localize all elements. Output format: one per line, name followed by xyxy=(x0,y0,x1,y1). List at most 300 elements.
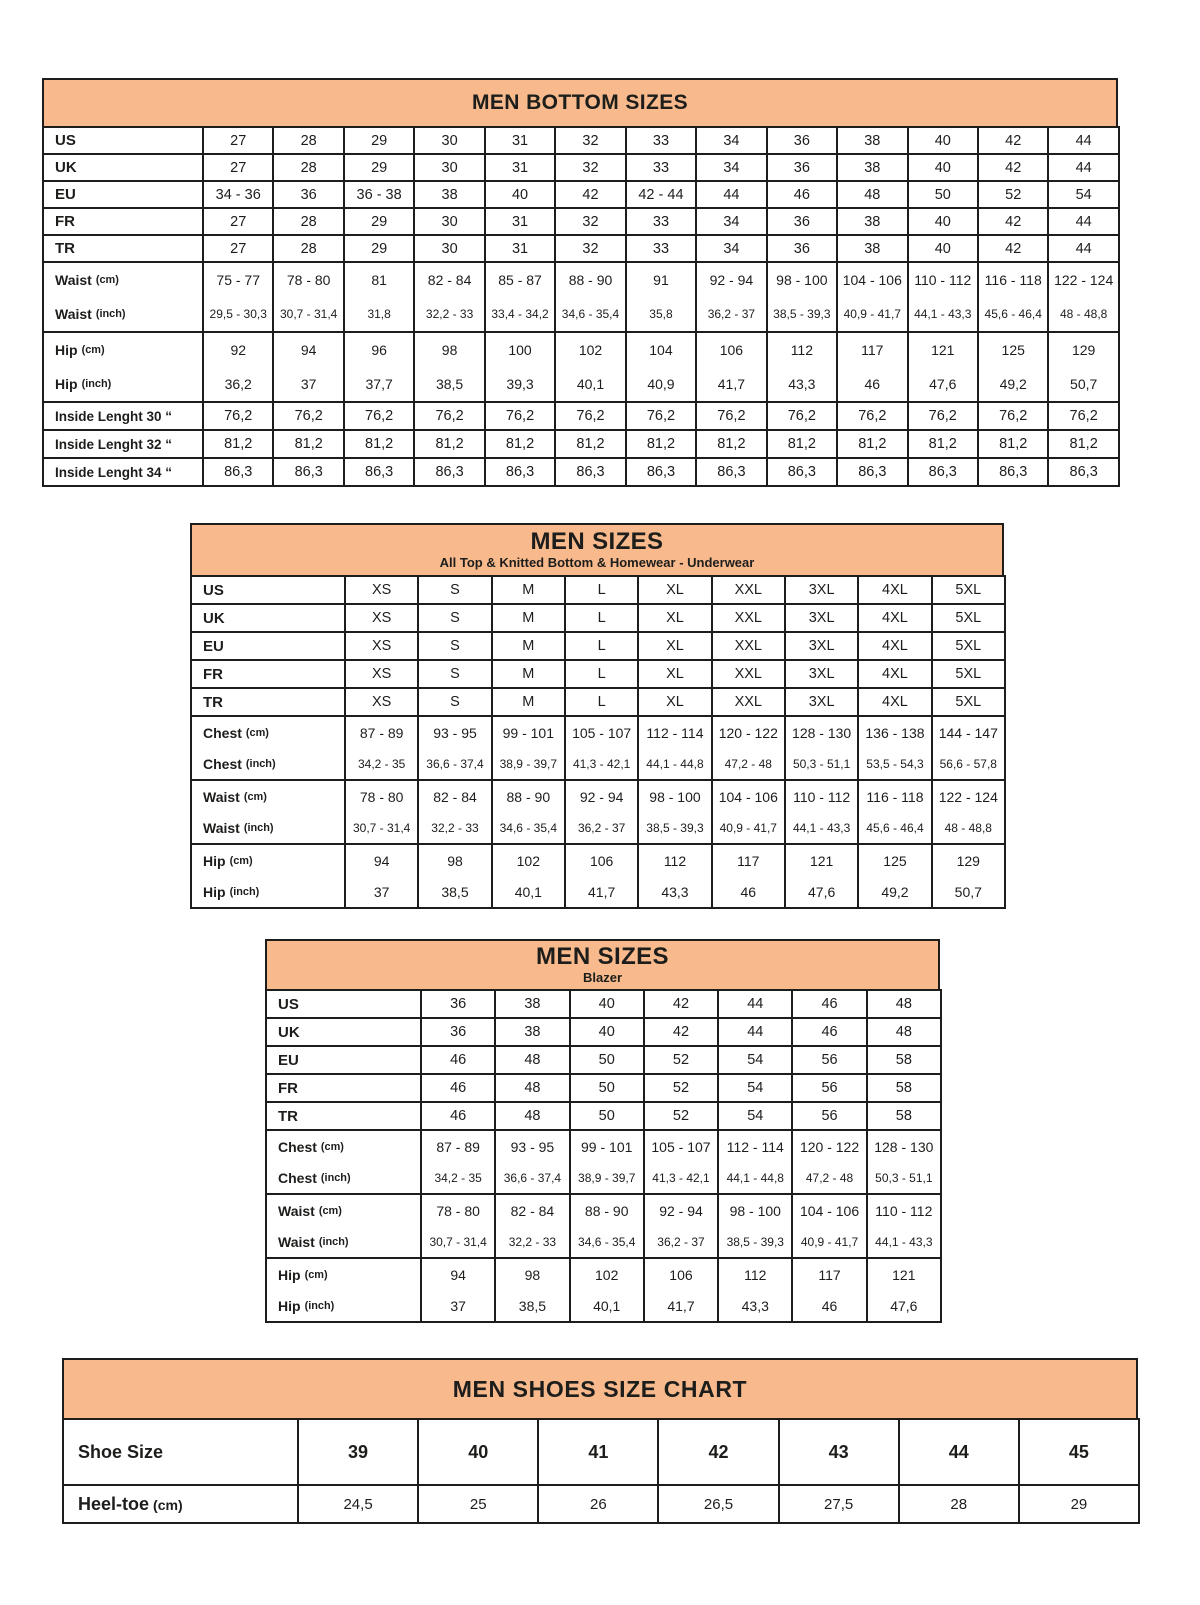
cell-line: 33,4 - 34,2 xyxy=(491,307,549,321)
cell: 81,2 xyxy=(273,430,343,458)
cell: 50 xyxy=(570,1102,644,1130)
cell-line: 36,2 - 37 xyxy=(577,820,626,835)
men-sizes-blazer-table-grid xyxy=(265,989,942,1323)
cell-line: 110 - 112 xyxy=(875,1202,933,1219)
cell-line: 88 - 90 xyxy=(584,1202,629,1219)
cell-line: 37 xyxy=(373,883,390,900)
cell-line: 45,6 - 46,4 xyxy=(984,307,1042,321)
cell-line: 122 - 124 xyxy=(938,788,998,805)
cell-line: 38,5 - 39,3 xyxy=(646,820,704,835)
row-label-unit: (inch) xyxy=(229,885,260,898)
cell-line: 102 xyxy=(578,342,603,358)
cell xyxy=(932,844,1005,908)
row-label-unit: (cm) xyxy=(243,790,267,803)
cell-line: 98 xyxy=(524,1266,541,1283)
cell-line: 34,6 - 35,4 xyxy=(578,1234,636,1249)
cell: L xyxy=(565,688,638,716)
cell: 48 xyxy=(867,990,941,1018)
cell-line: 37,7 xyxy=(365,376,393,392)
men-sizes-top-table-title: MEN SIZES xyxy=(530,528,664,556)
cell: 81,2 xyxy=(203,430,273,458)
row-label-text: Inside Lenght 30 “ xyxy=(55,408,173,424)
cell: 32 xyxy=(555,208,625,235)
cell: XS xyxy=(345,576,418,604)
row-label xyxy=(43,208,203,235)
cell: 86,3 xyxy=(203,458,273,486)
cell xyxy=(792,1258,866,1322)
row-label-line xyxy=(203,748,344,779)
row-label xyxy=(266,1046,421,1074)
table-row xyxy=(63,1419,1139,1485)
row-label xyxy=(191,604,345,632)
cell: 76,2 xyxy=(837,402,907,430)
cell: L xyxy=(565,604,638,632)
cell: 34 xyxy=(696,127,766,154)
cell: 27 xyxy=(203,154,273,181)
cell: 30 xyxy=(414,235,484,262)
cell: 27 xyxy=(203,127,273,154)
cell-line: 38,5 xyxy=(441,883,469,900)
cell xyxy=(565,780,638,844)
cell: 81,2 xyxy=(978,430,1048,458)
table-row xyxy=(191,844,1005,908)
cell: 26 xyxy=(538,1485,658,1523)
cell xyxy=(638,844,711,908)
row-label-unit: (cm) xyxy=(304,1268,328,1281)
cell: 40 xyxy=(570,990,644,1018)
table-row xyxy=(43,262,1119,332)
cell-line: 129 xyxy=(1071,342,1096,358)
men-bottom-sizes-table-header xyxy=(42,78,1118,128)
cell-line: 48 - 48,8 xyxy=(1059,307,1108,321)
row-label-text: FR xyxy=(55,213,75,230)
cell-line: 98 - 100 xyxy=(729,1202,781,1219)
cell: 81,2 xyxy=(344,430,414,458)
cell: 46 xyxy=(792,1018,866,1046)
cell xyxy=(644,1258,718,1322)
cell: 45 xyxy=(1019,1419,1139,1485)
cell: 44 xyxy=(1048,235,1118,262)
row-label xyxy=(191,688,345,716)
table-row xyxy=(266,990,941,1018)
men-sizes-blazer-table xyxy=(265,939,940,1323)
cell-line: 102 xyxy=(595,1266,619,1283)
cell-line: 30,7 - 31,4 xyxy=(352,820,411,835)
cell-line: 41,7 xyxy=(588,883,616,900)
cell xyxy=(418,844,491,908)
cell: 54 xyxy=(718,1074,792,1102)
table-row xyxy=(266,1102,941,1130)
row-label-line xyxy=(278,1290,420,1321)
cell: S xyxy=(418,604,491,632)
cell: 40 xyxy=(418,1419,538,1485)
row-label-unit: (inch) xyxy=(245,757,276,770)
cell xyxy=(570,1258,644,1322)
cell-line: 40,9 - 41,7 xyxy=(800,1234,859,1249)
row-label xyxy=(266,1258,421,1322)
cell: 50 xyxy=(570,1074,644,1102)
cell xyxy=(570,1194,644,1258)
cell: L xyxy=(565,660,638,688)
cell: 24,5 xyxy=(298,1485,418,1523)
cell-line: 41,7 xyxy=(717,376,746,392)
row-label-text: UK xyxy=(203,609,225,627)
cell xyxy=(712,780,785,844)
cell: 5XL xyxy=(932,632,1005,660)
cell-line: 94 xyxy=(300,342,317,358)
cell-line: 38,5 xyxy=(518,1297,547,1314)
cell-line: 122 - 124 xyxy=(1054,272,1114,288)
table-row xyxy=(43,127,1119,154)
cell-line: 38,9 - 39,7 xyxy=(578,1170,636,1185)
men-shoes-size-chart-table xyxy=(62,1358,1138,1524)
cell-line: 37 xyxy=(450,1297,466,1314)
cell: 29 xyxy=(344,127,414,154)
cell: XS xyxy=(345,660,418,688)
row-label-text: EU xyxy=(203,637,224,655)
cell: 48 xyxy=(867,1018,941,1046)
row-label xyxy=(43,181,203,208)
cell-line: 38,5 - 39,3 xyxy=(773,307,831,321)
cell-line: 98 xyxy=(447,852,463,869)
table-row xyxy=(43,402,1119,430)
row-label-text: Chest xyxy=(203,724,242,741)
cell: 34 xyxy=(696,235,766,262)
men-shoes-size-chart-table-title: MEN SHOES SIZE CHART xyxy=(452,1375,748,1402)
cell-line: 104 - 106 xyxy=(718,788,778,805)
cell-line: 41,3 - 42,1 xyxy=(652,1170,710,1185)
cell xyxy=(414,262,484,332)
row-label xyxy=(43,154,203,181)
cell: 5XL xyxy=(932,660,1005,688)
cell: 30 xyxy=(414,208,484,235)
cell xyxy=(792,1130,866,1194)
cell-line: 40,9 - 41,7 xyxy=(843,307,901,321)
cell xyxy=(858,780,931,844)
cell: 4XL xyxy=(858,604,931,632)
cell: 3XL xyxy=(785,660,858,688)
cell: 3XL xyxy=(785,604,858,632)
cell: 42 xyxy=(644,990,718,1018)
cell: 81,2 xyxy=(696,430,766,458)
table-row xyxy=(43,208,1119,235)
cell: 5XL xyxy=(932,688,1005,716)
cell xyxy=(785,716,858,780)
cell: 38 xyxy=(837,208,907,235)
table-row xyxy=(43,430,1119,458)
cell-line: 46 xyxy=(821,1297,838,1314)
cell-line: 43,3 xyxy=(661,883,689,900)
cell: 76,2 xyxy=(908,402,978,430)
cell-line: 112 - 114 xyxy=(646,724,704,741)
cell-line: 30,7 - 31,4 xyxy=(429,1234,487,1249)
table-row xyxy=(191,716,1005,780)
cell-line: 41,7 xyxy=(667,1297,695,1314)
row-label xyxy=(191,660,345,688)
cell-line: 112 xyxy=(790,342,814,358)
cell: 86,3 xyxy=(626,458,696,486)
cell: 76,2 xyxy=(414,402,484,430)
cell: 76,2 xyxy=(555,402,625,430)
cell: XXL xyxy=(712,660,785,688)
cell: 5XL xyxy=(932,604,1005,632)
cell: 28 xyxy=(273,154,343,181)
cell: 36 xyxy=(767,154,837,181)
cell-line: 106 xyxy=(669,1266,693,1283)
cell-line: 30,7 - 31,4 xyxy=(279,307,338,321)
row-label xyxy=(266,1018,421,1046)
row-label-text: Waist xyxy=(278,1233,315,1250)
cell-line: 35,8 xyxy=(649,307,673,321)
cell xyxy=(273,332,343,402)
row-label-line xyxy=(278,1226,420,1257)
cell: 3XL xyxy=(785,576,858,604)
cell: 4XL xyxy=(858,688,931,716)
cell: 36 xyxy=(767,127,837,154)
cell: 86,3 xyxy=(908,458,978,486)
cell: 76,2 xyxy=(344,402,414,430)
cell: 86,3 xyxy=(837,458,907,486)
cell: 36 xyxy=(767,208,837,235)
cell: 32 xyxy=(555,127,625,154)
row-label xyxy=(191,632,345,660)
cell: 36 xyxy=(421,1018,495,1046)
cell-line: 49,2 xyxy=(881,883,909,900)
cell: 31 xyxy=(485,154,555,181)
cell-line: 82 - 84 xyxy=(433,788,477,805)
row-label xyxy=(63,1419,298,1485)
cell-line: 45,6 - 46,4 xyxy=(866,820,924,835)
cell: 40 xyxy=(908,154,978,181)
row-label-text: EU xyxy=(278,1051,299,1069)
row-label xyxy=(266,1102,421,1130)
cell: 76,2 xyxy=(696,402,766,430)
cell xyxy=(565,716,638,780)
cell xyxy=(418,780,491,844)
cell-line: 105 - 107 xyxy=(651,1138,711,1155)
row-label-text: FR xyxy=(203,665,223,683)
cell: 56 xyxy=(792,1074,866,1102)
cell-line: 117 xyxy=(818,1266,841,1283)
row-label-line xyxy=(278,1131,420,1162)
table-row xyxy=(266,1046,941,1074)
cell-line: 39,3 xyxy=(506,376,534,392)
cell: 42 xyxy=(555,181,625,208)
cell: 44 xyxy=(1048,154,1118,181)
cell xyxy=(696,262,766,332)
cell: 58 xyxy=(867,1102,941,1130)
cell-line: 87 - 89 xyxy=(436,1138,480,1155)
cell: 32 xyxy=(555,235,625,262)
cell: 46 xyxy=(421,1102,495,1130)
row-label xyxy=(191,716,345,780)
cell-line: 106 xyxy=(589,852,614,869)
cell-line: 50,3 - 51,1 xyxy=(792,756,851,771)
cell: 42 xyxy=(978,235,1048,262)
cell-line: 40,1 xyxy=(576,376,605,392)
cell xyxy=(1048,262,1118,332)
cell xyxy=(638,780,711,844)
cell: M xyxy=(492,576,565,604)
men-sizes-top-table-header xyxy=(190,523,1004,577)
cell xyxy=(421,1194,495,1258)
cell xyxy=(908,332,978,402)
cell-line: 78 - 80 xyxy=(436,1202,480,1219)
cell xyxy=(837,262,907,332)
cell-line: 125 xyxy=(883,852,907,869)
table-row xyxy=(266,1194,941,1258)
row-label-unit: (inch) xyxy=(243,821,274,834)
cell xyxy=(767,262,837,332)
cell: 48 xyxy=(495,1102,569,1130)
cell-line: 44,1 - 43,3 xyxy=(792,820,851,835)
cell: 40 xyxy=(908,127,978,154)
row-label-unit: (cm) xyxy=(229,854,253,867)
cell-line: 29,5 - 30,3 xyxy=(209,307,267,321)
row-label-text: US xyxy=(203,581,224,599)
cell xyxy=(1048,332,1118,402)
cell: 34 - 36 xyxy=(203,181,273,208)
cell-line: 112 - 114 xyxy=(726,1138,784,1155)
cell: 41 xyxy=(538,1419,658,1485)
row-label-line xyxy=(203,876,344,907)
table-row xyxy=(191,576,1005,604)
cell xyxy=(785,780,858,844)
cell: 56 xyxy=(792,1046,866,1074)
cell: 42 xyxy=(978,208,1048,235)
cell-line: 98 - 100 xyxy=(776,272,828,288)
cell xyxy=(485,332,555,402)
row-label-text: UK xyxy=(55,159,77,176)
cell: 52 xyxy=(644,1074,718,1102)
cell: L xyxy=(565,576,638,604)
cell: 48 xyxy=(495,1046,569,1074)
cell-line: 46 xyxy=(740,883,757,900)
cell-line: 104 - 106 xyxy=(842,272,902,288)
cell: M xyxy=(492,632,565,660)
cell: 29 xyxy=(1019,1485,1139,1523)
cell xyxy=(418,716,491,780)
cell xyxy=(495,1130,569,1194)
cell: 52 xyxy=(978,181,1048,208)
cell: 33 xyxy=(626,154,696,181)
cell: 29 xyxy=(344,235,414,262)
cell-line: 129 xyxy=(956,852,980,869)
cell: 28 xyxy=(273,127,343,154)
men-bottom-sizes-table xyxy=(42,78,1118,487)
cell: 81,2 xyxy=(485,430,555,458)
cell xyxy=(867,1258,941,1322)
cell: 46 xyxy=(767,181,837,208)
row-label xyxy=(191,780,345,844)
cell: 86,3 xyxy=(344,458,414,486)
cell xyxy=(644,1194,718,1258)
cell xyxy=(867,1130,941,1194)
row-label-unit: (cm) xyxy=(318,1204,342,1217)
row-label-line xyxy=(55,297,202,331)
cell xyxy=(718,1130,792,1194)
row-label-text: Waist xyxy=(55,272,92,288)
cell xyxy=(485,262,555,332)
cell: 36 xyxy=(421,990,495,1018)
table-row xyxy=(266,1074,941,1102)
cell xyxy=(932,716,1005,780)
cell xyxy=(344,332,414,402)
cell xyxy=(932,780,1005,844)
cell: M xyxy=(492,604,565,632)
cell-line: 94 xyxy=(450,1266,466,1283)
cell: XS xyxy=(345,604,418,632)
cell xyxy=(203,332,273,402)
cell-line: 98 - 100 xyxy=(649,788,701,805)
cell-line: 88 - 90 xyxy=(506,788,551,805)
cell-line: 34,2 - 35 xyxy=(357,756,406,771)
cell xyxy=(858,716,931,780)
table-row xyxy=(191,604,1005,632)
cell-line: 82 - 84 xyxy=(510,1202,555,1219)
cell-line: 32,2 - 33 xyxy=(508,1234,557,1249)
cell: XS xyxy=(345,632,418,660)
cell xyxy=(421,1258,495,1322)
cell: 76,2 xyxy=(273,402,343,430)
cell-line: 47,6 xyxy=(890,1297,918,1314)
cell: 44 xyxy=(1048,208,1118,235)
cell xyxy=(492,716,565,780)
row-label-line xyxy=(278,1259,420,1290)
cell: 43 xyxy=(779,1419,899,1485)
table-row xyxy=(43,235,1119,262)
cell xyxy=(421,1130,495,1194)
cell: 42 xyxy=(978,154,1048,181)
cell xyxy=(644,1130,718,1194)
cell-line: 78 - 80 xyxy=(286,272,331,288)
cell xyxy=(908,262,978,332)
cell: XL xyxy=(638,576,711,604)
row-label-unit: (inch) xyxy=(304,1299,335,1312)
cell: 3XL xyxy=(785,632,858,660)
cell: 31 xyxy=(485,208,555,235)
cell xyxy=(492,844,565,908)
men-sizes-top-table-grid xyxy=(190,575,1006,909)
cell-line: 93 - 95 xyxy=(433,724,477,741)
table-row xyxy=(43,181,1119,208)
cell: XS xyxy=(345,688,418,716)
cell: 28 xyxy=(273,208,343,235)
cell-line: 34,2 - 35 xyxy=(434,1170,482,1185)
cell: 34 xyxy=(696,154,766,181)
cell: 81,2 xyxy=(837,430,907,458)
cell xyxy=(570,1130,644,1194)
cell-line: 44,1 - 43,3 xyxy=(875,1234,933,1249)
table-row xyxy=(266,1018,941,1046)
cell-line: 106 xyxy=(719,342,744,358)
cell: 86,3 xyxy=(485,458,555,486)
cell: 38 xyxy=(837,235,907,262)
row-label xyxy=(43,235,203,262)
row-label-text: Hip xyxy=(203,852,226,869)
cell-line: 36,2 - 37 xyxy=(657,1234,705,1249)
cell: 40 xyxy=(908,208,978,235)
table-row xyxy=(191,660,1005,688)
cell: 81,2 xyxy=(626,430,696,458)
row-label-unit: (inch) xyxy=(320,1171,351,1184)
cell xyxy=(345,844,418,908)
row-label-line xyxy=(203,717,344,748)
cell-line: 99 - 101 xyxy=(581,1138,633,1155)
cell: M xyxy=(492,688,565,716)
men-sizes-top-table-subtitle: All Top & Knitted Bottom & Homewear - Underwear xyxy=(439,555,755,571)
row-label-text: US xyxy=(278,995,299,1013)
